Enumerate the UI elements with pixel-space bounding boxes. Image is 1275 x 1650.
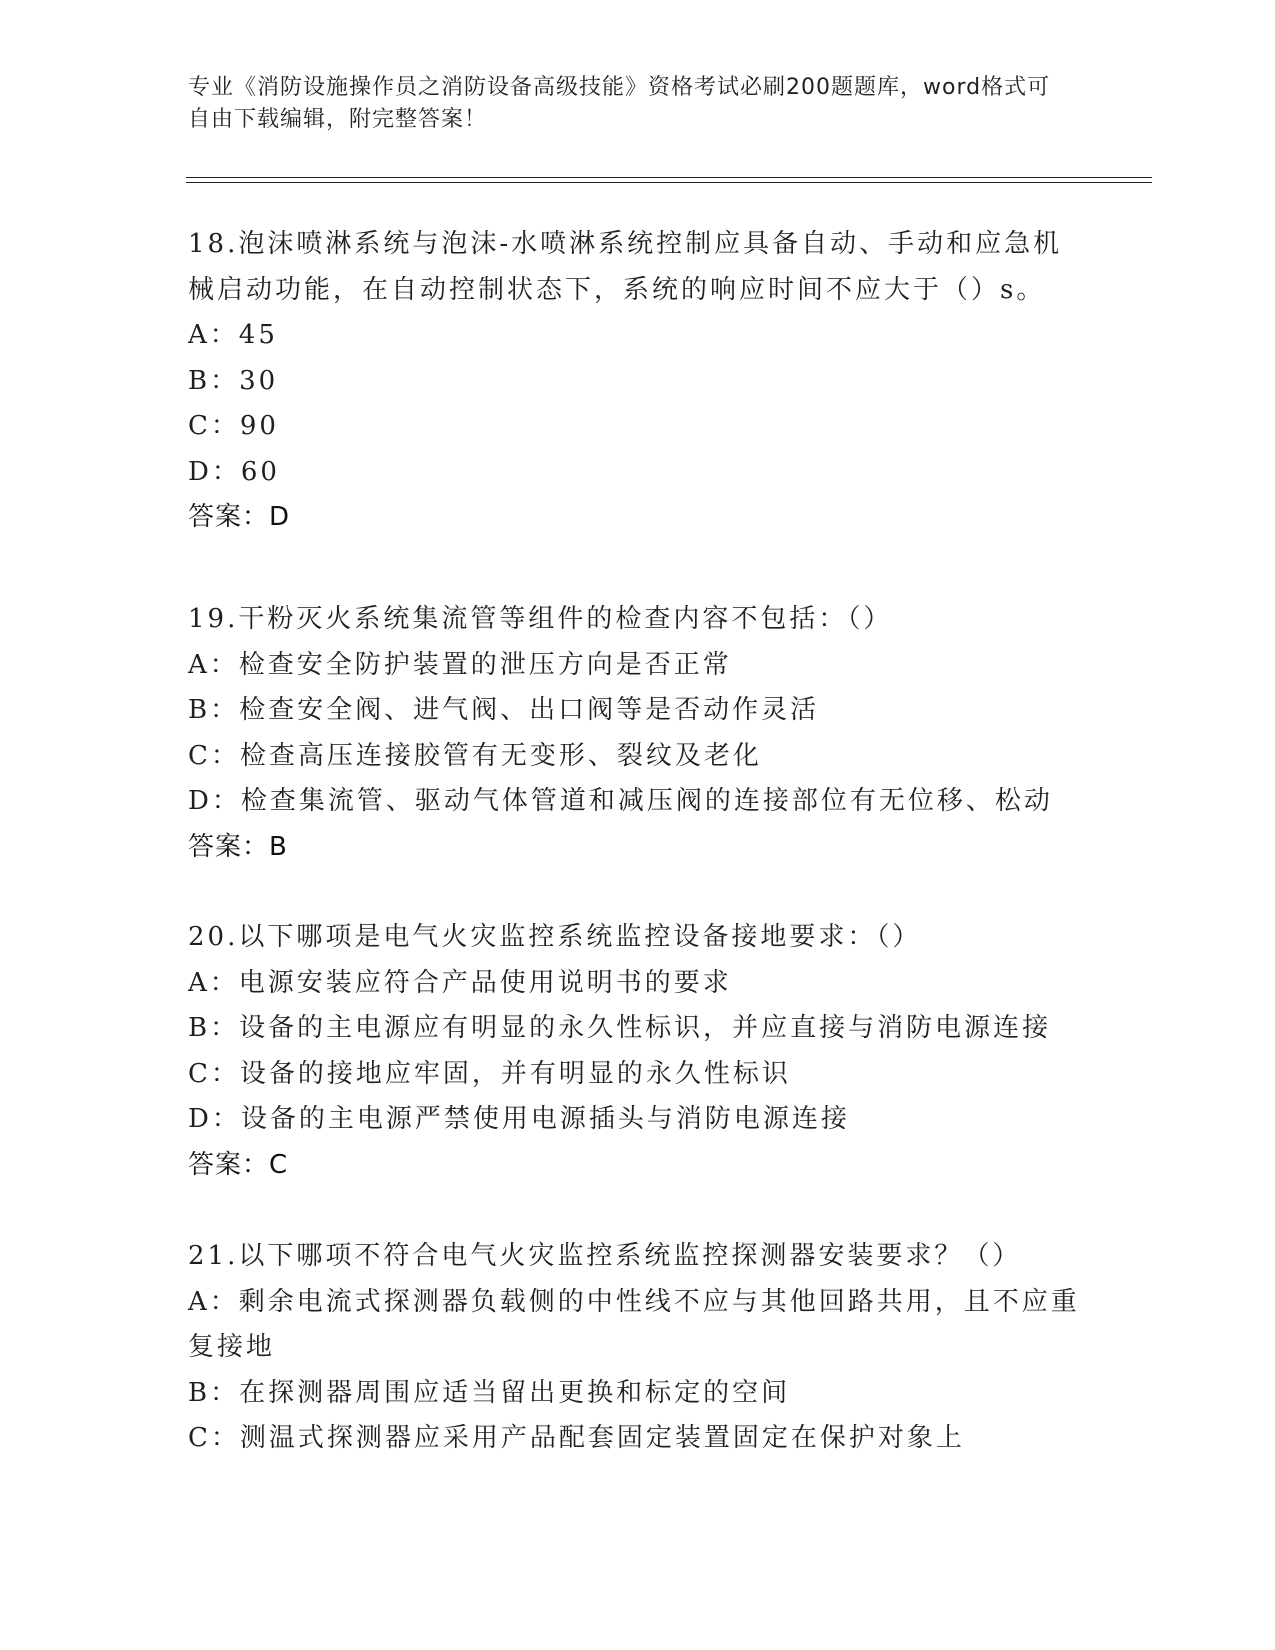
- question-stem: 19.干粉灭火系统集流管等组件的检查内容不包括：（）: [188, 604, 893, 634]
- answer-label: 答案：C: [188, 1149, 289, 1180]
- answer-label: 答案：D: [188, 502, 291, 532]
- option-a: A：45: [188, 320, 278, 350]
- answer-label: 答案：B: [188, 831, 288, 862]
- option-a: A：电源安装应符合产品使用说明书的要求: [188, 967, 732, 998]
- option-c: C：设备的接地应牢固，并有明显的永久性标识: [188, 1058, 791, 1089]
- option-c: C：检查高压连接胶管有无变形、裂纹及老化: [188, 740, 762, 771]
- question-stem: 18.泡沫喷淋系统与泡沫-水喷淋系统控制应具备自动、手动和应急机: [188, 229, 1063, 259]
- document-header: 专业《消防设施操作员之消防设备高级技能》资格考试必刷200题题库，word格式可自由下载编辑，附完整答案！: [188, 75, 1051, 132]
- question-stem: 21.以下哪项不符合电气火灾监控系统监控探测器安装要求？（）: [188, 1241, 1022, 1271]
- option-a-continuation: 复接地: [188, 1332, 276, 1362]
- option-b: B：设备的主电源应有明显的永久性标识，并应直接与消防电源连接: [188, 1013, 1052, 1043]
- option-b: B：在探测器周围应适当留出更换和标定的空间: [188, 1377, 791, 1408]
- option-c: C：90: [188, 411, 279, 441]
- question-stem: 20.以下哪项是电气火灾监控系统监控设备接地要求：（）: [188, 922, 922, 952]
- question-19: [188, 597, 1088, 870]
- question-21: [188, 1234, 1088, 1462]
- option-d: D：检查集流管、驱动气体管道和减压阀的连接部位有无位移、松动: [188, 786, 1053, 816]
- question-stem: 械启动功能，在自动控制状态下，系统的响应时间不应大于（）s。: [188, 274, 1046, 305]
- question-20: [188, 915, 1088, 1188]
- header-divider-top: [186, 177, 1152, 178]
- option-d: D：60: [188, 456, 280, 487]
- option-c: C：测温式探测器应采用产品配套固定装置固定在保护对象上: [188, 1423, 965, 1453]
- header-divider-bottom: [186, 182, 1152, 183]
- question-18: [188, 222, 1088, 541]
- option-a: A：检查安全防护装置的泄压方向是否正常: [188, 649, 732, 680]
- option-a: A：剩余电流式探测器负载侧的中性线不应与其他回路共用，且不应重: [188, 1286, 1080, 1317]
- option-d: D：设备的主电源严禁使用电源插头与消防电源连接: [188, 1104, 850, 1134]
- option-b: B：30: [188, 365, 279, 396]
- option-b: B：检查安全阀、进气阀、出口阀等是否动作灵活: [188, 695, 820, 725]
